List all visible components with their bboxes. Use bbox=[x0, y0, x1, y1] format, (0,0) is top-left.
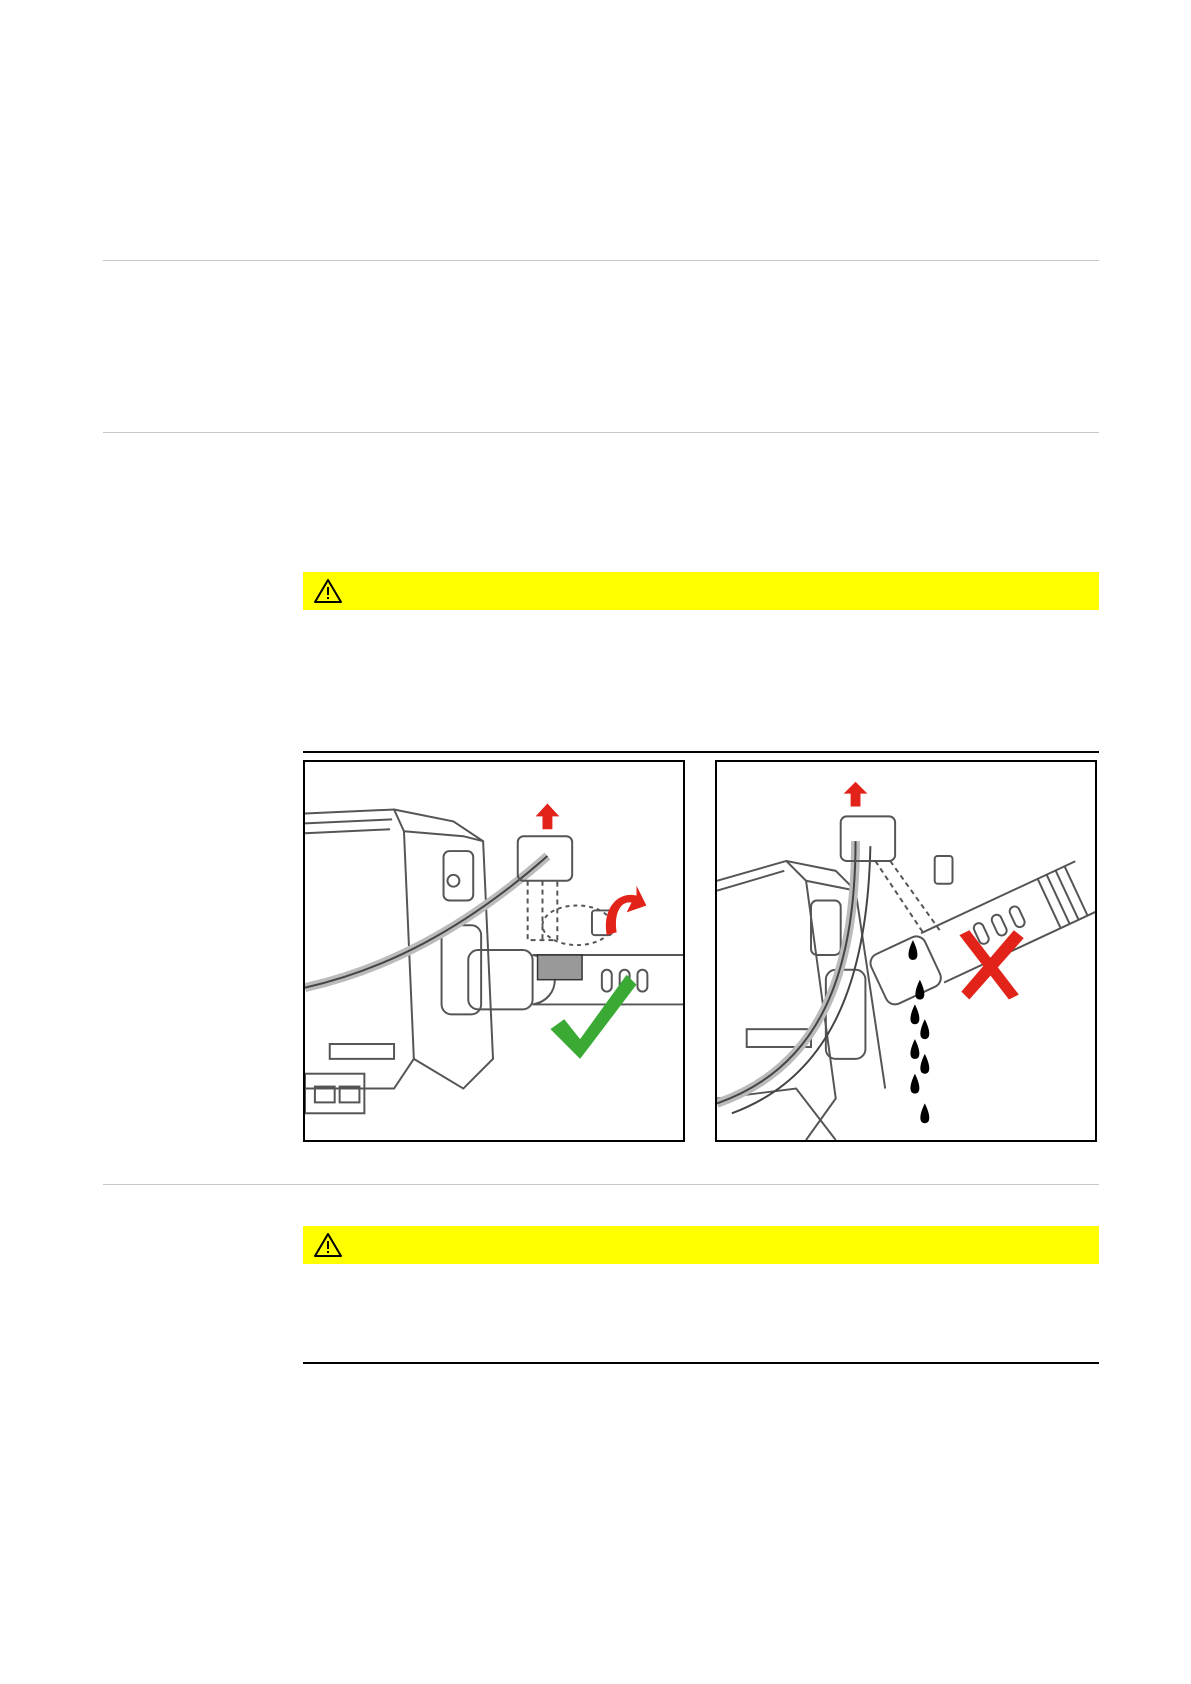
figure-top-rule bbox=[303, 751, 1099, 753]
warning-triangle-icon bbox=[313, 578, 343, 604]
section-divider-3 bbox=[103, 1184, 1099, 1185]
bottom-rule bbox=[303, 1362, 1099, 1364]
section-divider-2 bbox=[103, 432, 1099, 433]
figure-correct bbox=[303, 760, 685, 1142]
caution-banner-2 bbox=[303, 1226, 1099, 1264]
caution-banner-1 bbox=[303, 572, 1099, 610]
check-icon bbox=[550, 975, 636, 1059]
section-divider-1 bbox=[103, 260, 1099, 261]
warning-triangle-icon bbox=[313, 1232, 343, 1258]
cross-icon bbox=[959, 930, 1023, 999]
water-drops bbox=[908, 940, 929, 1123]
illustration-correct-connection bbox=[305, 762, 683, 1140]
figure-incorrect bbox=[715, 760, 1097, 1142]
illustration-incorrect-connection bbox=[717, 762, 1095, 1140]
